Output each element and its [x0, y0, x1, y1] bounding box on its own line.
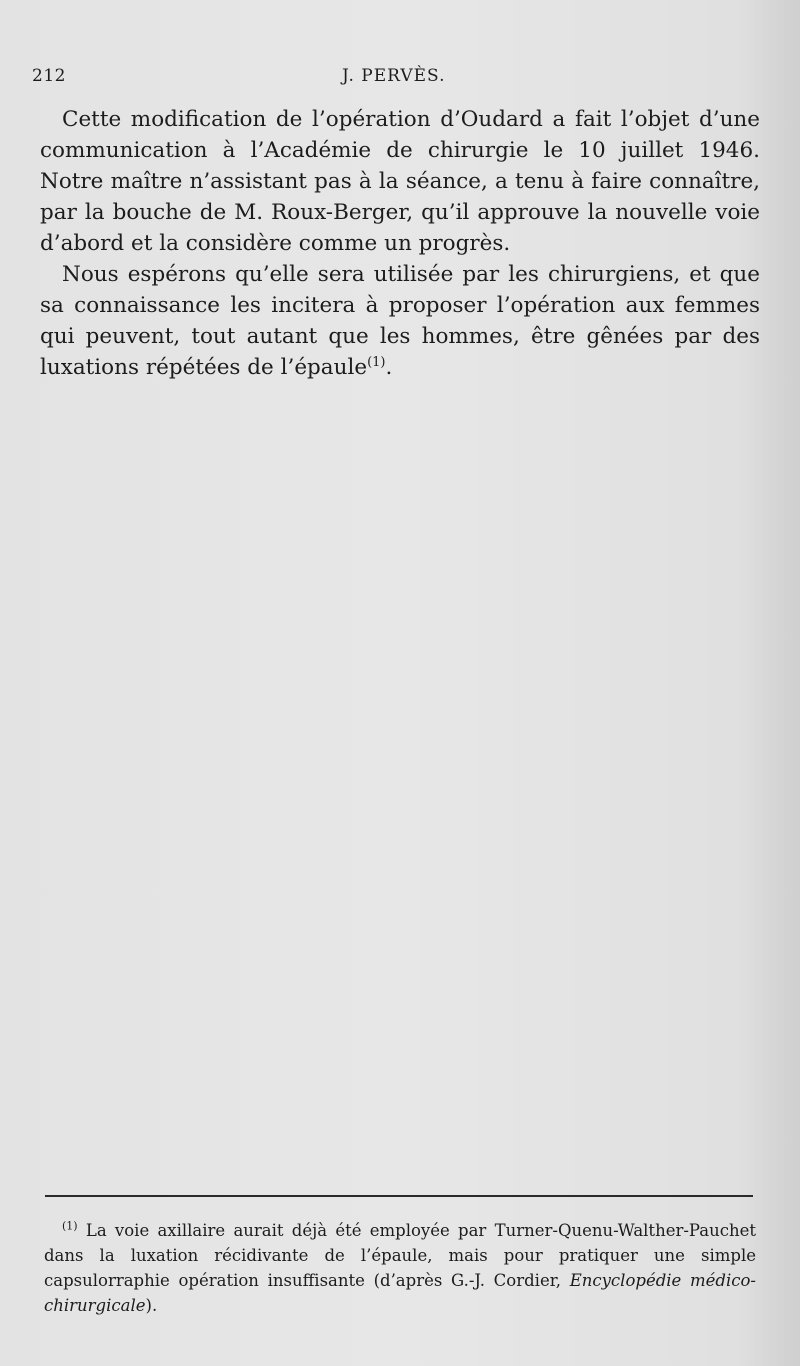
- running-title: J. PERVÈS.: [342, 66, 446, 86]
- footnote-source-title: Encyclopédie médico-chirurgicale: [44, 1271, 756, 1315]
- footnote-text: La voie axillaire aurait déjà été employée par Turner-Quenu-Walther-Pauchet dans la luxation récidivante de l’épaule, mais pour pratiquer une simple capsulorraphie opération insuffisante (d’après G.-J. Cordier,: [44, 1221, 757, 1290]
- paragraph-text: Cette modification de l’opération d’Oudard a fait l’objet d’une communication à l’Académie de chirurgie le 10 juillet 1946. Notre maître n’assistant pas à la séance, a tenu à faire connaître, par la bouche de M. Roux-Berger, qu’il approuve la nouvelle voie d’abord et la considère comme un progrès.: [40, 107, 760, 256]
- footnote-end: ).: [145, 1296, 158, 1315]
- paragraph: [40, 104, 760, 259]
- paragraph-text: Nous espérons qu’elle sera utilisée par les chirurgiens, et que sa connaissance les incitera à proposer l’opération aux femmes qui peuvent, tout autant que les hommes, être gênées par des luxations répétées de l’épaule: [40, 262, 760, 380]
- running-head: [32, 62, 772, 90]
- main-text: [40, 104, 760, 383]
- paragraph-end: .: [385, 355, 393, 380]
- footnote: [44, 1218, 756, 1318]
- footnote-reference: (1): [367, 354, 386, 370]
- footnote-paragraph: [44, 1218, 756, 1318]
- footnote-marker: (1): [62, 1219, 78, 1233]
- page-number: 212: [32, 66, 66, 86]
- footnote-divider: [45, 1195, 753, 1197]
- paragraph: [40, 259, 760, 383]
